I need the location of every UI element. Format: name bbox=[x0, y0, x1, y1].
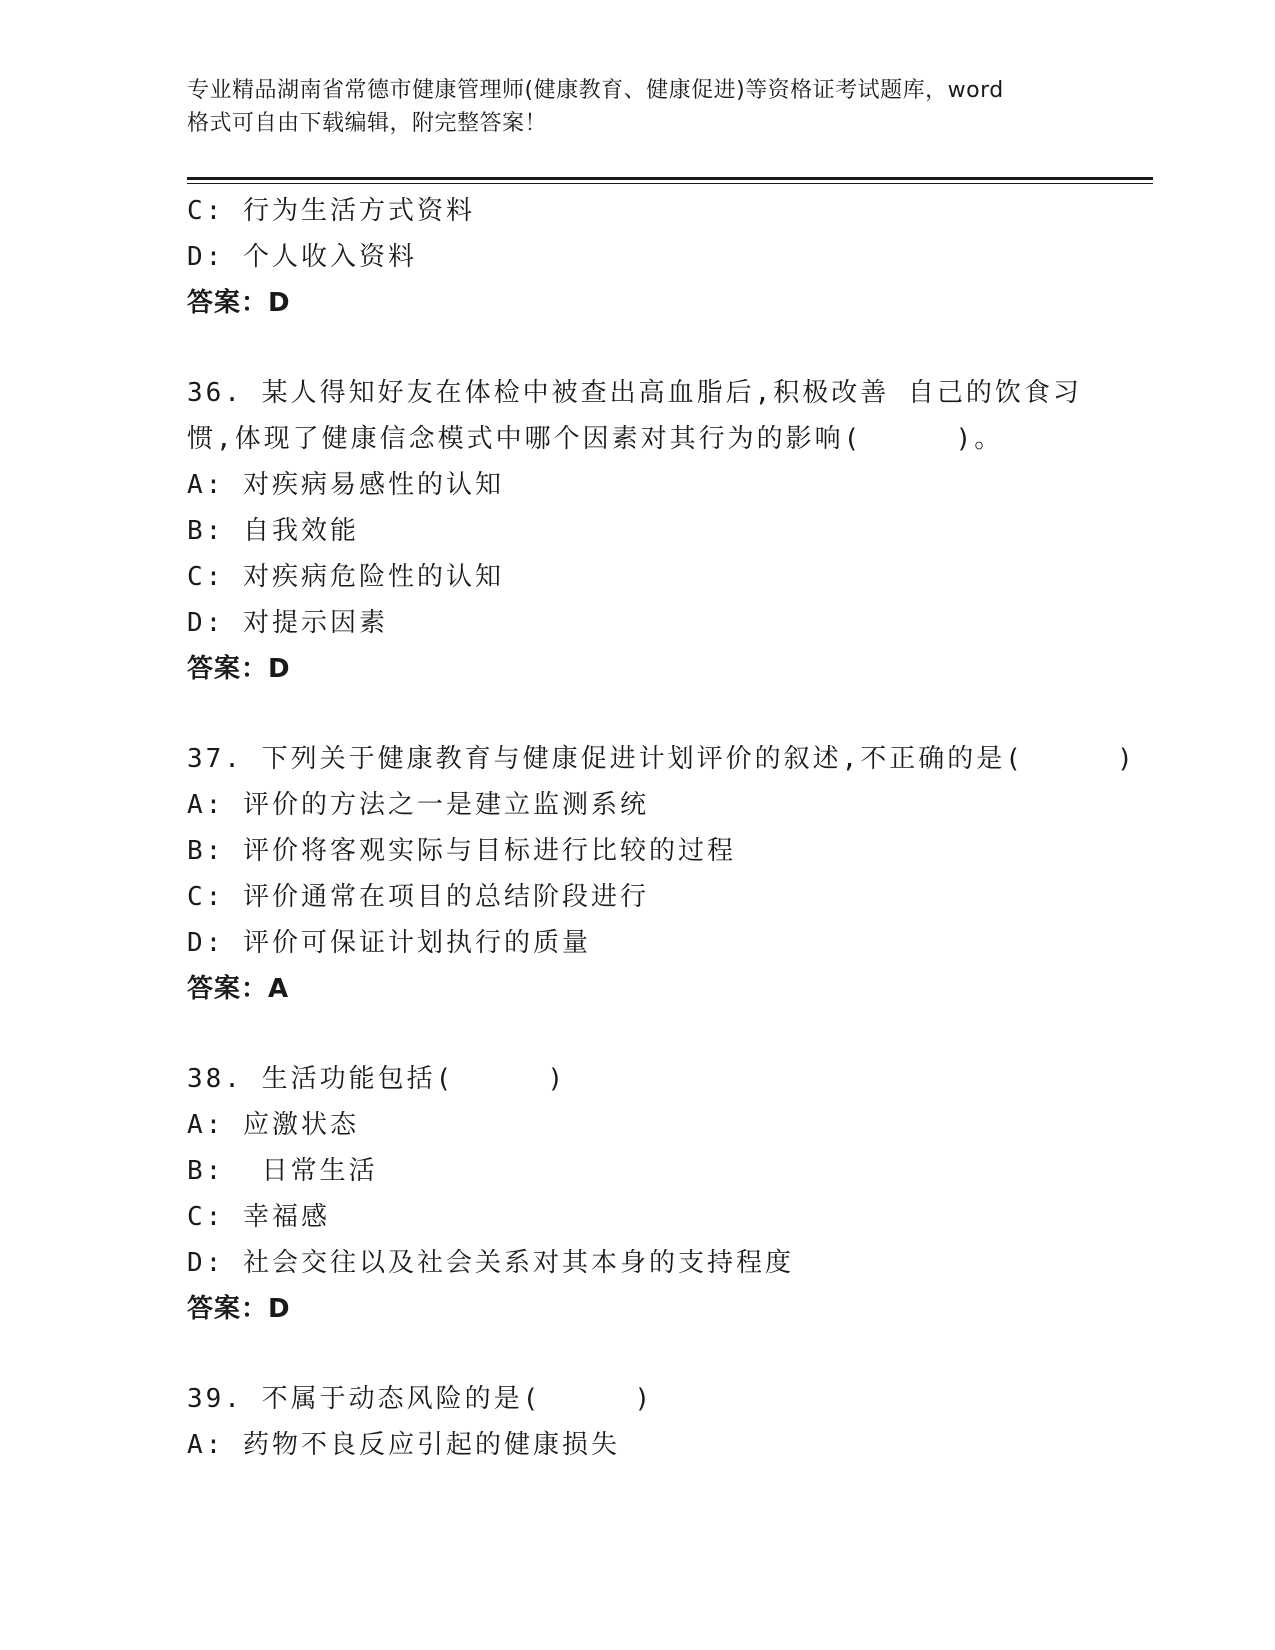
header-rule-thin bbox=[187, 183, 1153, 184]
question-37 bbox=[187, 736, 1147, 1012]
question-stem: 37. 下列关于健康教育与健康促进计划评价的叙述,不正确的是( ) bbox=[187, 744, 1136, 774]
option-b: B: 自我效能 bbox=[187, 516, 359, 546]
question-stem-cont: 惯,体现了健康信念模式中哪个因素对其行为的影响( )。 bbox=[187, 424, 1004, 454]
option-d: D: 个人收入资料 bbox=[187, 242, 417, 272]
option-d: D: 社会交往以及社会关系对其本身的支持程度 bbox=[187, 1248, 794, 1278]
answer-line: 答案：D bbox=[187, 288, 291, 318]
header-rule-thick bbox=[187, 177, 1153, 180]
header-line-1: 专业精品湖南省常德市健康管理师(健康教育、健康促进)等资格证考试题库，word bbox=[187, 78, 1004, 103]
question-stem: 36. 某人得知好友在体检中被查出高血脂后,积极改善 自己的饮食习 bbox=[187, 378, 1082, 408]
option-c: C: 对疾病危险性的认知 bbox=[187, 562, 504, 592]
document-header bbox=[187, 74, 1087, 140]
question-39 bbox=[187, 1376, 1147, 1468]
option-b: B: 日常生活 bbox=[187, 1156, 378, 1186]
option-a: A: 药物不良反应引起的健康损失 bbox=[187, 1430, 620, 1460]
header-line-2: 格式可自由下载编辑，附完整答案！ bbox=[187, 111, 548, 136]
answer-line: 答案：A bbox=[187, 974, 290, 1004]
option-d: D: 评价可保证计划执行的质量 bbox=[187, 928, 591, 958]
question-36 bbox=[187, 370, 1147, 692]
option-a: A: 应激状态 bbox=[187, 1110, 359, 1140]
question-stem: 39. 不属于动态风险的是( ) bbox=[187, 1384, 654, 1414]
option-a: A: 对疾病易感性的认知 bbox=[187, 470, 504, 500]
option-b: B: 评价将客观实际与目标进行比较的过程 bbox=[187, 836, 736, 866]
question-35-tail bbox=[187, 188, 1147, 326]
option-c: C: 幸福感 bbox=[187, 1202, 330, 1232]
question-38 bbox=[187, 1056, 1147, 1332]
answer-line: 答案：D bbox=[187, 1294, 291, 1324]
question-stem: 38. 生活功能包括( ) bbox=[187, 1064, 567, 1094]
option-d: D: 对提示因素 bbox=[187, 608, 388, 638]
option-a: A: 评价的方法之一是建立监测系统 bbox=[187, 790, 649, 820]
answer-line: 答案：D bbox=[187, 654, 291, 684]
option-c: C: 行为生活方式资料 bbox=[187, 196, 475, 226]
option-c: C: 评价通常在项目的总结阶段进行 bbox=[187, 882, 649, 912]
question-list bbox=[187, 188, 1147, 1468]
